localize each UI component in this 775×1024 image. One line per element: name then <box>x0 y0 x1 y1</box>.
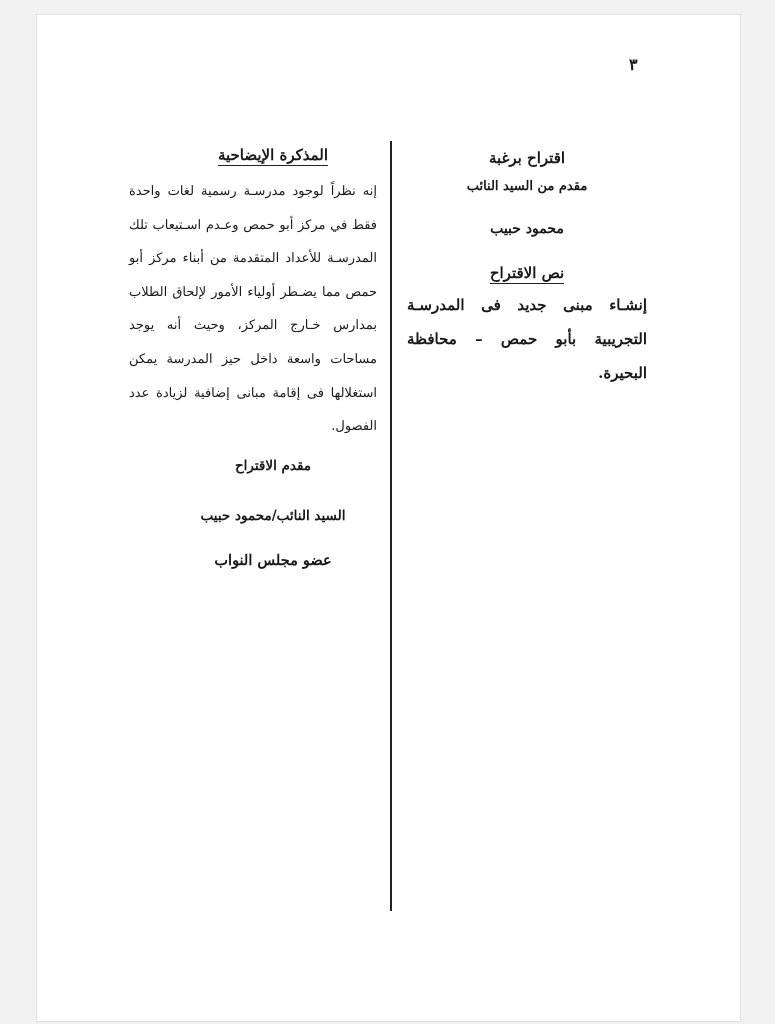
document-page <box>36 14 741 1022</box>
proposal-subtitle: مقدم من السيد النائب <box>466 179 588 194</box>
page-number: ٣ <box>629 55 638 74</box>
deputy-name: محمود حبيب <box>490 221 564 237</box>
memo-body: إنه نظراً لوجود مدرسـة رسمية لغات واحدة فقط في مركز أبو حمص وعـدم اسـتيعاب تلك المدرسـة للأعداد المتقدمة من أبناء مركز أبو حمص مما يضـطر أولياء الأمور لإلحاق الطلاب بمدارس خـارج المركز، وحيث أنه يوجد مساحات واسعة داخل حيز المدرسة يمكن استغلالها فى إقامة مبانى إضافية لزيادة عدد الفصول. <box>129 184 377 435</box>
proposal-column <box>407 143 647 390</box>
proposal-text: إنشـاء مبنى جديد فى المدرسـة التجريبية بأبو حمص – محافظة البحيرة. <box>407 296 647 382</box>
column-divider <box>390 141 392 911</box>
proposal-text-heading: نص الاقتراح <box>489 264 565 282</box>
explanatory-memo-column <box>129 145 377 569</box>
presenter-label: مقدم الاقتراح <box>234 457 312 474</box>
council-member-title: عضو مجلس النواب <box>214 551 332 569</box>
memo-heading: المذكرة الإيضاحية <box>217 146 329 164</box>
presenter-name: السيد النائب/محمود حبيب <box>200 507 346 524</box>
memo-heading-wrap <box>129 145 377 175</box>
proposal-title: اقتراح برغبة <box>488 149 566 167</box>
